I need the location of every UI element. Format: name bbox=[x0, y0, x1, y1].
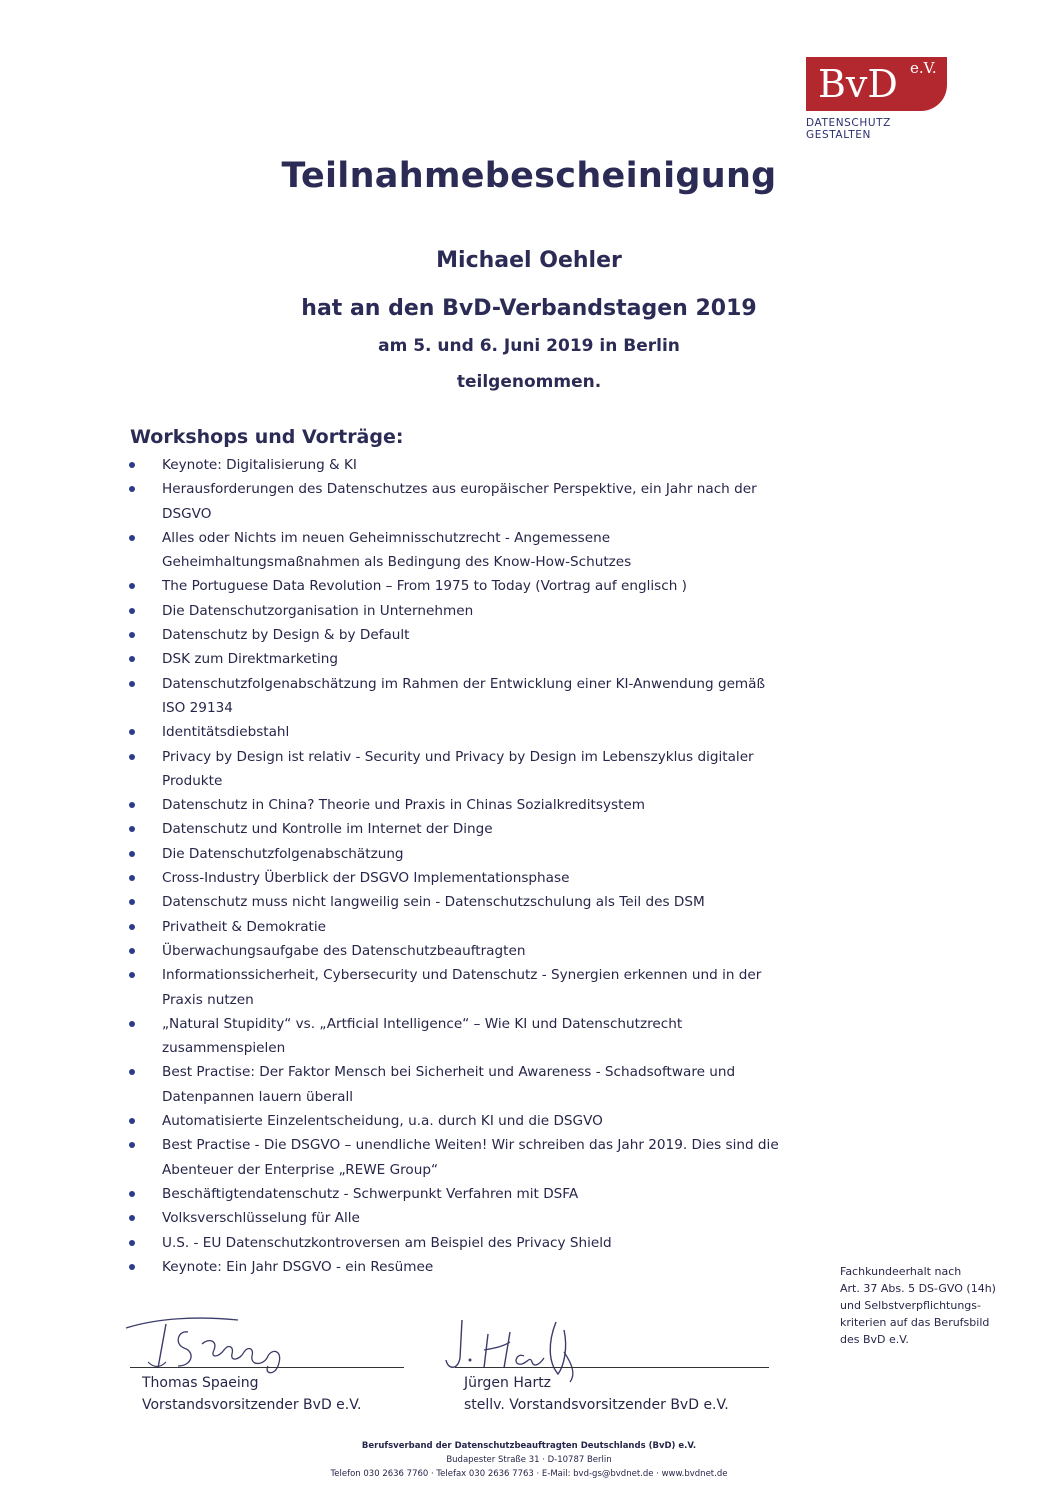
logo-tagline: DATENSCHUTZ GESTALTEN bbox=[806, 117, 891, 141]
bullet-icon bbox=[129, 1264, 135, 1270]
bullet-icon bbox=[129, 1215, 135, 1221]
list-item-line: Volksverschlüsselung für Alle bbox=[162, 1210, 360, 1227]
list-item-line: Datenschutz by Design & by Default bbox=[162, 627, 410, 644]
list-item bbox=[128, 1060, 828, 1109]
side-note-line: des BvD e.V. bbox=[840, 1333, 909, 1346]
list-item-line: Praxis nutzen bbox=[162, 991, 254, 1008]
list-item-line: Datenschutz und Kontrolle im Internet der Dinge bbox=[162, 821, 493, 838]
list-item bbox=[128, 526, 828, 575]
bullet-icon bbox=[129, 924, 135, 930]
list-item-line: Keynote: Ein Jahr DSGVO - ein Resümee bbox=[162, 1258, 434, 1275]
signer-right-role: stellv. Vorstandsvorsitzender BvD e.V. bbox=[464, 1397, 729, 1413]
list-item-line: Abenteuer der Enterprise „REWE Group“ bbox=[162, 1161, 439, 1178]
bullet-icon bbox=[129, 583, 135, 589]
list-item bbox=[128, 1231, 828, 1255]
list-item bbox=[128, 599, 828, 623]
signer-left-role: Vorstandsvorsitzender BvD e.V. bbox=[142, 1397, 362, 1413]
list-item-line: Datenschutzfolgenabschätzung im Rahmen der Entwicklung einer KI-Anwendung gemäß bbox=[162, 675, 766, 692]
list-item bbox=[128, 477, 828, 526]
list-item bbox=[128, 720, 828, 744]
list-item-line: DSK zum Direktmarketing bbox=[162, 651, 339, 668]
signature-line-left bbox=[130, 1367, 404, 1368]
list-item-line: Privatheit & Demokratie bbox=[162, 918, 327, 935]
list-item bbox=[128, 574, 828, 598]
side-note-line: kriterien auf das Berufsbild bbox=[840, 1316, 990, 1329]
participant-name: Michael Oehler bbox=[436, 248, 622, 273]
list-item-line: Die Datenschutzorganisation in Unternehmen bbox=[162, 602, 474, 619]
list-item bbox=[128, 817, 828, 841]
bullet-icon bbox=[129, 802, 135, 808]
signer-right-name: Jürgen Hartz bbox=[464, 1375, 552, 1391]
bullet-icon bbox=[129, 535, 135, 541]
bvd-logo bbox=[806, 57, 947, 141]
list-item bbox=[128, 915, 828, 939]
bullet-icon bbox=[129, 486, 135, 492]
date-line: am 5. und 6. Juni 2019 in Berlin bbox=[378, 336, 680, 356]
bullet-icon bbox=[129, 1118, 135, 1124]
list-item-line: Beschäftigtendatenschutz - Schwerpunkt Verfahren mit DSFA bbox=[162, 1185, 579, 1202]
side-note-line: und Selbstverpflichtungs- bbox=[840, 1299, 981, 1312]
bullet-icon bbox=[129, 656, 135, 662]
list-item-line: Alles oder Nichts im neuen Geheimnisschutzrecht - Angemessene bbox=[162, 529, 611, 546]
list-item bbox=[128, 1109, 828, 1133]
event-line: hat an den BvD-Verbandstagen 2019 bbox=[301, 296, 757, 321]
footer-address: Budapester Straße 31 · D-10787 Berlin bbox=[446, 1455, 612, 1465]
workshop-list bbox=[128, 453, 828, 1279]
list-item-line: „Natural Stupidity“ vs. „Artficial Intelligence“ – Wie KI und Datenschutzrecht bbox=[162, 1015, 683, 1032]
list-item-line: Geheimhaltungsmaßnahmen als Bedingung des Know-How-Schutzes bbox=[162, 554, 632, 571]
list-item-line: U.S. - EU Datenschutzkontroversen am Beispiel des Privacy Shield bbox=[162, 1234, 612, 1251]
bullet-icon bbox=[129, 972, 135, 978]
completed-line: teilgenommen. bbox=[456, 372, 602, 392]
list-item bbox=[128, 963, 828, 1012]
list-item bbox=[128, 1012, 828, 1061]
list-item-line: ISO 29134 bbox=[162, 699, 233, 716]
list-item-line: Best Practise - Die DSGVO – unendliche Weiten! Wir schreiben das Jahr 2019. Dies sind die bbox=[162, 1137, 779, 1154]
list-item-line: The Portuguese Data Revolution – From 1975 to Today (Vortrag auf englisch ) bbox=[162, 578, 687, 595]
bullet-icon bbox=[129, 1021, 135, 1027]
list-item-line: Identitätsdiebstahl bbox=[162, 724, 290, 741]
signature-line-right bbox=[455, 1367, 769, 1368]
list-item-line: Datenschutz muss nicht langweilig sein - Datenschutzschulung als Teil des DSM bbox=[162, 894, 705, 911]
bullet-icon bbox=[129, 462, 135, 468]
list-item bbox=[128, 1133, 828, 1182]
logo-suffix: e.V. bbox=[910, 59, 937, 77]
footer-org: Berufsverband der Datenschutzbeauftragten Deutschlands (BvD) e.V. bbox=[361, 1441, 697, 1451]
side-note bbox=[840, 1263, 1040, 1348]
bullet-icon bbox=[129, 1069, 135, 1075]
list-item-line: DSGVO bbox=[162, 505, 212, 522]
bullet-icon bbox=[129, 754, 135, 760]
list-item bbox=[128, 793, 828, 817]
list-item bbox=[128, 939, 828, 963]
list-item bbox=[128, 623, 828, 647]
logo-box bbox=[806, 57, 947, 111]
list-item-line: Best Practise: Der Faktor Mensch bei Sicherheit und Awareness - Schadsoftware und bbox=[162, 1064, 736, 1081]
bullet-icon bbox=[129, 1240, 135, 1246]
bullet-icon bbox=[129, 899, 135, 905]
signer-left-name: Thomas Spaeing bbox=[142, 1375, 259, 1391]
logo-wordmark: BvD bbox=[818, 62, 898, 106]
list-item-line: zusammenspielen bbox=[162, 1040, 286, 1057]
list-item-line: Automatisierte Einzelentscheidung, u.a. durch KI und die DSGVO bbox=[162, 1113, 603, 1130]
list-item bbox=[128, 842, 828, 866]
list-item-line: Datenpannen lauern überall bbox=[162, 1088, 354, 1105]
list-item bbox=[128, 1255, 828, 1279]
list-item-line: Informationssicherheit, Cybersecurity und Datenschutz - Synergien erkennen und in der bbox=[162, 967, 762, 984]
bullet-icon bbox=[129, 608, 135, 614]
list-item-line: Überwachungsaufgabe des Datenschutzbeauftragten bbox=[162, 942, 526, 959]
page-title: Teilnahmebescheinigung bbox=[281, 156, 777, 196]
section-title: Workshops und Vorträge: bbox=[130, 426, 404, 448]
side-note-line: Art. 37 Abs. 5 DS-GVO (14h) bbox=[840, 1282, 996, 1295]
list-item-line: Datenschutz in China? Theorie und Praxis in Chinas Sozialkreditsystem bbox=[162, 797, 646, 814]
list-item bbox=[128, 745, 828, 794]
list-item-line: Herausforderungen des Datenschutzes aus europäischer Perspektive, ein Jahr nach der bbox=[162, 481, 757, 498]
list-item bbox=[128, 1206, 828, 1230]
bullet-icon bbox=[129, 1142, 135, 1148]
bullet-icon bbox=[129, 875, 135, 881]
list-item bbox=[128, 1182, 828, 1206]
footer-contact: Telefon 030 2636 7760 · Telefax 030 2636 7763 · E-Mail: bvd-gs@bvdnet.de · www.bvdnet.de bbox=[330, 1469, 728, 1479]
list-item-line: Cross-Industry Überblick der DSGVO Implementationsphase bbox=[162, 870, 570, 887]
bullet-icon bbox=[129, 681, 135, 687]
list-item bbox=[128, 647, 828, 671]
side-note-line: Fachkundeerhalt nach bbox=[840, 1265, 962, 1278]
list-item-line: Privacy by Design ist relativ - Security und Privacy by Design im Lebenszyklus digitaler bbox=[162, 748, 754, 765]
list-item-line: Die Datenschutzfolgenabschätzung bbox=[162, 845, 404, 862]
list-item bbox=[128, 866, 828, 890]
list-item-line: Keynote: Digitalisierung & KI bbox=[162, 457, 357, 473]
bullet-icon bbox=[129, 729, 135, 735]
bullet-icon bbox=[129, 826, 135, 832]
list-item bbox=[128, 890, 828, 914]
bullet-icon bbox=[129, 948, 135, 954]
bullet-icon bbox=[129, 851, 135, 857]
list-item bbox=[128, 672, 828, 721]
list-item-line: Produkte bbox=[162, 772, 223, 789]
signature-left-icon bbox=[118, 1310, 318, 1380]
list-item bbox=[128, 453, 828, 477]
bullet-icon bbox=[129, 632, 135, 638]
bullet-icon bbox=[129, 1191, 135, 1197]
